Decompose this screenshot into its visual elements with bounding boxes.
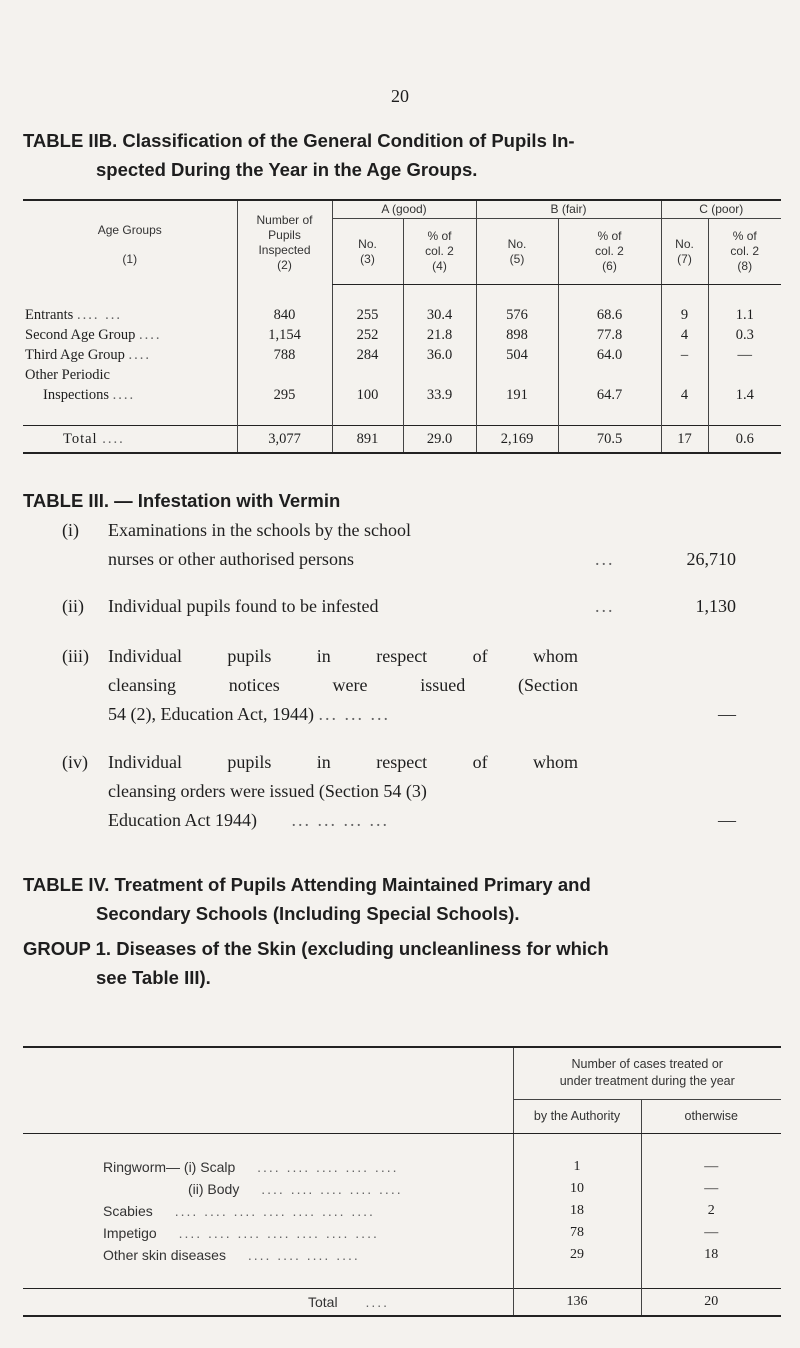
item-number: (iii): [62, 646, 89, 666]
item-text-line: Examinations in the schools by the school: [108, 520, 411, 540]
pupils-label: Pupils: [268, 227, 301, 242]
row-label: Third Age Group: [25, 346, 125, 363]
page-number: 20: [391, 86, 409, 106]
leader-dots: ....: [112, 386, 136, 403]
otherwise-cell: 20: [641, 1288, 781, 1316]
leader-dots: ....: [128, 346, 151, 363]
item-text-line: cleansing orders were issued (Section 54 (3): [108, 781, 427, 801]
table-4-title: [23, 870, 783, 928]
group-1-title-line1: GROUP 1. Diseases of the Skin (excluding uncleanliness for which: [23, 938, 609, 959]
group-1-title: [23, 934, 783, 992]
leader-dots: .... .... .... .... .... .... ....: [178, 1224, 379, 1241]
c-pct-cell: 0.6: [708, 426, 781, 454]
table-row: [23, 1222, 781, 1244]
number-of-label: Number of: [256, 212, 313, 227]
no-label: No.: [358, 236, 377, 251]
table-row: [23, 1244, 781, 1266]
col7-label: (7): [677, 251, 692, 266]
b-pct-cell: 68.6: [558, 305, 661, 325]
table-row: [23, 345, 781, 365]
item-text-line: nurses or other authorised persons: [108, 549, 354, 569]
row-label: Second Age Group: [25, 326, 136, 343]
col-2-label: col. 2: [595, 244, 624, 258]
otherwise-cell: 18: [641, 1244, 781, 1266]
a-no-cell: 255: [332, 305, 403, 325]
pct-of-label: % of: [427, 229, 452, 243]
a-pct-cell: 21.8: [403, 325, 476, 345]
c-no-cell: 4: [661, 325, 708, 345]
leader-dots: ....: [138, 326, 162, 343]
leader-dots: ... ... ... ...: [291, 810, 389, 830]
a-no-header: [332, 219, 403, 285]
leader-dots: ...: [595, 596, 615, 616]
b-pct-header: [558, 219, 661, 285]
otherwise-cell: 2: [641, 1200, 781, 1222]
b-no-cell: 2,169: [476, 426, 558, 454]
row-label: Entrants: [25, 306, 74, 323]
item-value: —: [718, 704, 736, 724]
table-4-title-line2: Secondary Schools (Including Special Schools).: [96, 903, 520, 924]
c-pct-header: [708, 219, 781, 285]
row-label: Other skin diseases: [103, 1246, 226, 1263]
otherwise-cell: —: [641, 1178, 781, 1200]
inspected-cell: 295: [237, 385, 332, 405]
col3-label: (3): [360, 251, 375, 266]
leader-dots: ... ... ...: [318, 704, 390, 724]
no-label: No.: [507, 236, 527, 251]
table-3-title: TABLE III. — Infestation with Vermin: [23, 490, 341, 511]
leader-dots: .... ...: [76, 306, 122, 323]
col2-label: (2): [277, 257, 292, 272]
col1-label: (1): [122, 252, 138, 267]
item-text-line: Individual pupils in respect of whom: [108, 646, 578, 666]
col6-label: (6): [602, 259, 617, 273]
c-pct-cell: 0.3: [708, 325, 781, 345]
pupils-inspected-header: [237, 200, 332, 285]
table-row: [23, 1178, 781, 1200]
table-2b-title: [23, 126, 783, 184]
item-number: (iv): [62, 752, 88, 772]
c-no-cell: –: [661, 345, 708, 365]
c-pct-cell: 1.4: [708, 385, 781, 405]
item-text-line: cleansing notices were issued (Section: [108, 675, 578, 695]
b-pct-cell: 64.7: [558, 385, 661, 405]
cases-header-line2: under treatment during the year: [559, 1074, 735, 1089]
b-pct-cell: 77.8: [558, 325, 661, 345]
row-label: Inspections: [43, 386, 110, 403]
leader-dots: .... .... .... ....: [247, 1246, 360, 1263]
inspected-cell: 1,154: [237, 325, 332, 345]
pct-of-label: % of: [732, 229, 757, 243]
a-pct-header: [403, 219, 476, 285]
row-label: (ii) Body: [188, 1180, 240, 1197]
authority-cell: 136: [513, 1288, 641, 1316]
a-no-cell: 891: [332, 426, 403, 454]
row-label: Impetigo: [103, 1224, 157, 1241]
col4-label: (4): [432, 259, 447, 273]
authority-cell: 18: [513, 1200, 641, 1222]
item-value: 1,130: [695, 596, 736, 616]
total-row: [23, 1288, 781, 1316]
pct-of-label: % of: [597, 229, 622, 243]
inspected-cell: 840: [237, 305, 332, 325]
b-pct-cell: 70.5: [558, 426, 661, 454]
authority-cell: 29: [513, 1244, 641, 1266]
item-number: (i): [62, 520, 79, 540]
row-label: Ringworm— (i) Scalp: [103, 1158, 236, 1175]
table-2b-title-line2: spected During the Year in the Age Groups.: [96, 159, 478, 180]
otherwise-cell: —: [641, 1222, 781, 1244]
col8-label: (8): [737, 259, 753, 273]
row-label-line1: Other Periodic: [25, 366, 110, 383]
b-no-cell: 898: [476, 325, 558, 345]
group-1-title-line2: see Table III).: [96, 967, 211, 988]
a-no-cell: 284: [332, 345, 403, 365]
b-pct-cell: 64.0: [558, 345, 661, 365]
col5-label: (5): [509, 251, 525, 266]
cases-header: [513, 1047, 781, 1099]
table-2b-title-line1: TABLE IIB. Classification of the General Condition of Pupils In-: [23, 130, 575, 151]
leader-dots: ...: [595, 549, 615, 569]
c-poor-header: C (poor): [661, 200, 781, 219]
total-label: Total: [63, 430, 98, 447]
inspected-cell: 788: [237, 345, 332, 365]
authority-cell: 78: [513, 1222, 641, 1244]
c-pct-cell: —: [708, 345, 781, 365]
a-good-header: A (good): [332, 200, 476, 219]
authority-cell: 10: [513, 1178, 641, 1200]
table-row: [23, 305, 781, 325]
table-row: [23, 1200, 781, 1222]
a-no-cell: 252: [332, 325, 403, 345]
b-no-cell: 576: [476, 305, 558, 325]
c-no-cell: 9: [661, 305, 708, 325]
c-no-header: [661, 219, 708, 285]
item-value: 26,710: [686, 549, 736, 569]
c-pct-cell: 1.1: [708, 305, 781, 325]
total-label: Total: [308, 1293, 338, 1310]
table-row: [23, 325, 781, 345]
authority-cell: 1: [513, 1156, 641, 1178]
table-4-title-line1: TABLE IV. Treatment of Pupils Attending Maintained Primary and: [23, 874, 591, 895]
no-label: No.: [675, 236, 694, 251]
leader-dots: .... .... .... .... .... .... ....: [174, 1202, 375, 1219]
a-pct-cell: 30.4: [403, 305, 476, 325]
c-no-cell: 17: [661, 426, 708, 454]
item-number: (ii): [62, 596, 84, 616]
table-4-group-1: [23, 1046, 781, 1317]
age-groups-header: [23, 200, 237, 285]
row-label: Scabies: [103, 1202, 153, 1219]
item-text-line: Individual pupils in respect of whom: [108, 752, 578, 772]
otherwise-header: otherwise: [641, 1099, 781, 1133]
age-groups-label: Age Groups: [97, 223, 162, 238]
a-pct-cell: 36.0: [403, 345, 476, 365]
leader-dots: .... .... .... .... ....: [261, 1180, 403, 1197]
leader-dots: ....: [365, 1293, 390, 1310]
inspected-label: Inspected: [258, 242, 311, 257]
otherwise-cell: —: [641, 1156, 781, 1178]
item-text-line: Individual pupils found to be infested: [108, 596, 379, 616]
b-no-header: [476, 219, 558, 285]
table-row-continuation: [23, 365, 781, 385]
b-no-cell: 191: [476, 385, 558, 405]
leader-dots: ....: [102, 430, 125, 447]
col-2-label: col. 2: [730, 244, 760, 258]
a-pct-cell: 33.9: [403, 385, 476, 405]
item-text-line: Education Act 1944): [108, 810, 257, 830]
inspected-cell: 3,077: [237, 426, 332, 454]
b-no-cell: 504: [476, 345, 558, 365]
table-2b: [23, 199, 781, 454]
authority-header: by the Authority: [513, 1099, 641, 1133]
item-text-line: 54 (2), Education Act, 1944): [108, 704, 314, 724]
c-no-cell: 4: [661, 385, 708, 405]
leader-dots: .... .... .... .... ....: [257, 1158, 399, 1175]
b-fair-header: B (fair): [476, 200, 661, 219]
col-2-label: col. 2: [425, 244, 454, 258]
item-value: —: [718, 810, 736, 830]
table-row: [23, 1156, 781, 1178]
a-pct-cell: 29.0: [403, 426, 476, 454]
table-row: [23, 385, 781, 405]
a-no-cell: 100: [332, 385, 403, 405]
cases-header-line1: Number of cases treated or: [571, 1057, 723, 1072]
total-row: [23, 426, 781, 454]
